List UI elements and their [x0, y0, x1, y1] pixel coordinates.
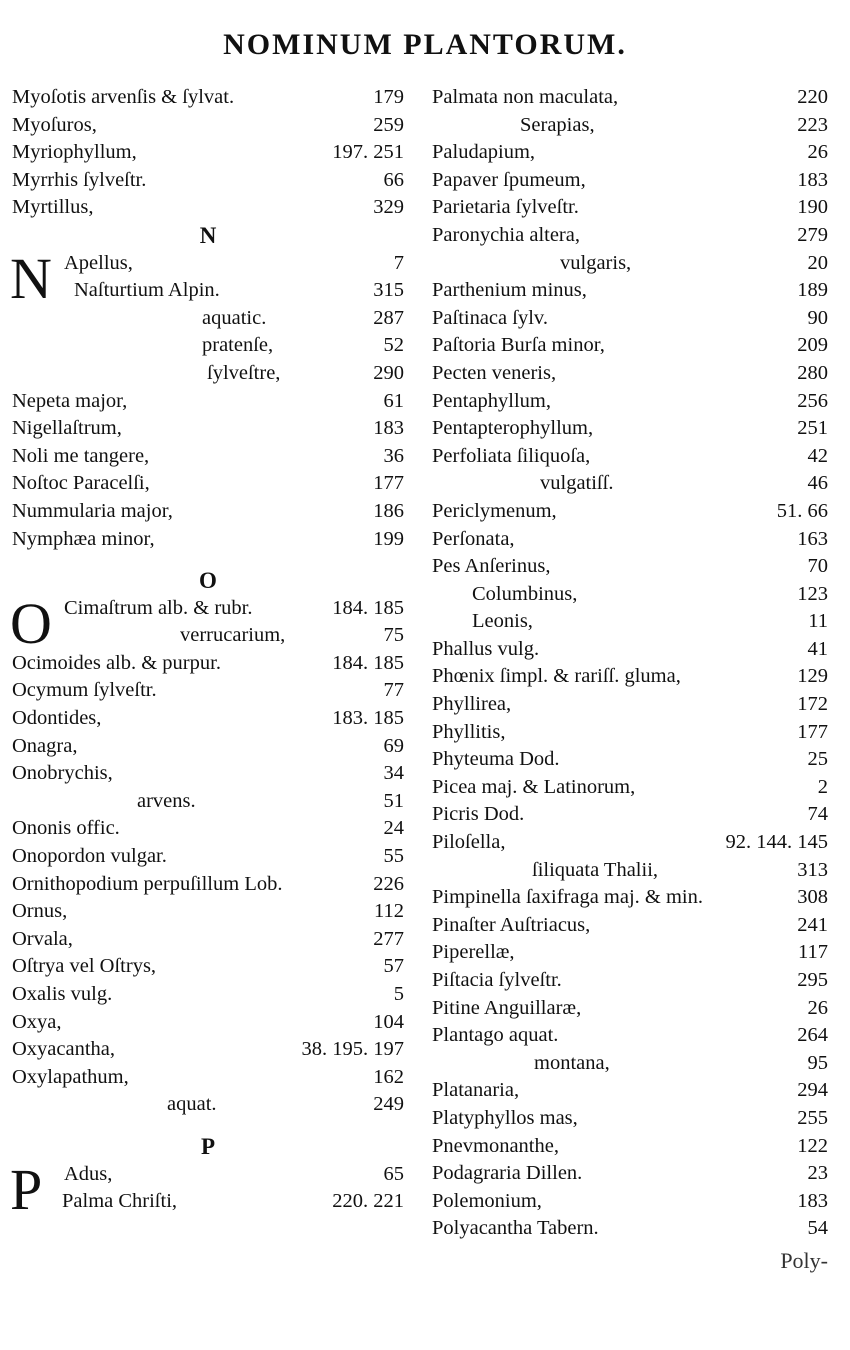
entry-page-numbers: 129: [797, 665, 828, 688]
entry-term: pratenſe,: [202, 334, 274, 357]
entry-term: Perſonata,: [432, 527, 515, 550]
entry-term: Adus,: [64, 1162, 113, 1185]
entry-term: Phyllitis,: [432, 720, 506, 743]
entry-term: Myoſotis arvenſis & ſylvat.: [12, 86, 235, 108]
index-entry: [12, 677, 404, 705]
entry-term: Ononis offic.: [12, 817, 120, 840]
index-entry: [432, 608, 828, 636]
entry-page-numbers: 74: [807, 803, 828, 826]
entry-term: verrucarium,: [180, 624, 286, 647]
entry-term: Ocymum ſylveſtr.: [12, 679, 157, 702]
entry-term: Polemonium,: [432, 1189, 542, 1212]
entry-page-numbers: 104: [373, 1010, 404, 1033]
index-entry: [432, 663, 828, 691]
index-entry: [12, 650, 404, 678]
index-entry: [432, 498, 828, 526]
index-entry: [432, 277, 828, 305]
index-entry: [12, 1036, 404, 1064]
index-entry: [12, 332, 404, 360]
index-entry: [12, 981, 404, 1009]
index-entry: [432, 553, 828, 581]
entry-page-numbers: 259: [373, 113, 404, 136]
entry-page-numbers: 117: [798, 941, 828, 964]
index-entry: [432, 746, 828, 774]
entry-page-numbers: 70: [807, 555, 828, 578]
index-entry: [12, 871, 404, 899]
index-entry: [432, 222, 828, 250]
drop-capital: O: [10, 590, 52, 656]
entry-page-numbers: 308: [797, 886, 828, 909]
index-entry: [432, 167, 828, 195]
entry-page-numbers: 23: [807, 1162, 828, 1185]
entry-term: ſiliquata Thalii,: [532, 858, 659, 881]
entry-term: Noſtoc Paracelſi,: [12, 472, 150, 495]
index-entry: [432, 305, 828, 333]
entry-page-numbers: 61: [383, 389, 404, 412]
entry-term: Platanaria,: [432, 1079, 520, 1102]
entry-page-numbers: 92. 144. 145: [725, 831, 828, 854]
entry-term: Pitine Anguillaræ,: [432, 996, 582, 1019]
entry-term: Nummularia major,: [12, 499, 173, 522]
index-entry: [12, 1064, 404, 1092]
entry-page-numbers: 290: [373, 361, 404, 384]
index-entry: [12, 277, 404, 305]
entry-term: Perfoliata ſiliquoſa,: [432, 444, 591, 467]
entry-term: Pes Anſerinus,: [432, 555, 551, 578]
index-entry: [12, 705, 404, 733]
entry-term: Oſtrya vel Oſtrys,: [12, 955, 157, 978]
entry-page-numbers: 179: [373, 86, 404, 108]
entry-term: Pnevmonanthe,: [432, 1134, 559, 1157]
entry-page-numbers: 313: [797, 858, 828, 881]
entry-term: Myrrhis ſylveſtr.: [12, 168, 147, 191]
entry-page-numbers: 77: [383, 679, 404, 702]
entry-page-numbers: 255: [797, 1106, 828, 1129]
index-entry: [12, 788, 404, 816]
entry-page-numbers: 264: [797, 1024, 828, 1047]
entry-term: Phyllirea,: [432, 693, 512, 716]
entry-term: Plantago aquat.: [432, 1024, 559, 1047]
entry-page-numbers: 294: [797, 1079, 828, 1102]
index-entry: [12, 815, 404, 843]
entry-page-numbers: 183: [373, 417, 404, 440]
entry-term: Odontides,: [12, 707, 102, 730]
entry-page-numbers: 279: [797, 223, 828, 246]
entry-page-numbers: 66: [383, 168, 404, 191]
index-entry: [432, 1215, 828, 1243]
index-entry: [432, 443, 828, 471]
entry-page-numbers: 220. 221: [332, 1190, 404, 1213]
index-entry: [432, 719, 828, 747]
entry-page-numbers: 190: [797, 196, 828, 219]
entry-page-numbers: 123: [797, 582, 828, 605]
entry-term: Piperellæ,: [432, 941, 515, 964]
entry-term: Nymphæa minor,: [12, 527, 155, 550]
index-entry: [12, 733, 404, 761]
index-entry: [432, 470, 828, 498]
entry-term: Phyteuma Dod.: [432, 748, 560, 771]
entry-term: Onopordon vulgar.: [12, 845, 167, 868]
entry-term: Platyphyllos mas,: [432, 1106, 578, 1129]
entry-term: Paſtinaca ſylv.: [432, 306, 548, 329]
index-entry: [432, 967, 828, 995]
entry-term: Papaver ſpumeum,: [432, 168, 586, 191]
entry-term: Oxalis vulg.: [12, 983, 113, 1005]
entry-page-numbers: 256: [797, 389, 828, 412]
entry-page-numbers: 183: [797, 1189, 828, 1212]
index-entry: [432, 581, 828, 609]
entry-page-numbers: 2: [817, 775, 828, 798]
entry-page-numbers: 241: [797, 913, 828, 936]
entry-term: Piloſella,: [432, 831, 506, 854]
entry-term: Columbinus,: [472, 582, 578, 605]
entry-page-numbers: 42: [807, 444, 828, 467]
index-entry: [432, 332, 828, 360]
entry-term: Orvala,: [12, 927, 73, 950]
entry-term: Myoſuros,: [12, 113, 97, 136]
index-entry: [432, 1022, 828, 1050]
index-entry: [432, 884, 828, 912]
entry-page-numbers: 277: [373, 927, 404, 950]
entry-page-numbers: 163: [797, 527, 828, 550]
entry-page-numbers: 7: [393, 251, 404, 274]
entry-term: Serapias,: [520, 113, 595, 136]
index-entry: [432, 1160, 828, 1188]
entry-term: Nigellaſtrum,: [12, 417, 122, 440]
entry-term: Nepeta major,: [12, 389, 128, 412]
index-entry: [432, 1133, 828, 1161]
entry-term: Picea maj. & Latinorum,: [432, 775, 636, 798]
entry-term: Ornus,: [12, 900, 68, 923]
index-entry: [12, 167, 404, 195]
entry-page-numbers: 95: [807, 1051, 828, 1074]
entry-page-numbers: 41: [807, 637, 828, 660]
index-entry: [12, 760, 404, 788]
index-entry: [432, 912, 828, 940]
entry-term: montana,: [534, 1051, 610, 1074]
section-letter-heading: P: [200, 1133, 216, 1159]
index-entry: [12, 498, 404, 526]
entry-term: Ornithopodium perpuſillum Lob.: [12, 872, 283, 895]
entry-page-numbers: 24: [383, 817, 404, 840]
index-entry: [432, 939, 828, 967]
entry-page-numbers: 5: [393, 983, 404, 1005]
entry-term: Naſturtium Alpin.: [74, 279, 220, 302]
entry-page-numbers: 38. 195. 197: [301, 1038, 404, 1061]
index-entry: [12, 443, 404, 471]
entry-page-numbers: 69: [383, 734, 404, 757]
entry-page-numbers: 315: [373, 279, 404, 302]
entry-page-numbers: 209: [797, 334, 828, 357]
entry-term: Paludapium,: [432, 141, 536, 164]
entry-term: Onagra,: [12, 734, 78, 757]
entry-term: Palmata non maculata,: [432, 86, 619, 108]
index-entry: [12, 415, 404, 443]
index-column-left: [10, 84, 404, 1222]
entry-term: Ocimoides alb. & purpur.: [12, 651, 221, 674]
spacer: [12, 1119, 404, 1133]
entry-page-numbers: 65: [383, 1162, 404, 1185]
entry-page-numbers: 186: [373, 499, 404, 522]
index-entry: [12, 139, 404, 167]
entry-term: Podagraria Dillen.: [432, 1162, 583, 1185]
index-entry: [432, 1050, 828, 1078]
entry-page-numbers: 52: [383, 334, 404, 357]
index-entry: [432, 801, 828, 829]
entry-term: Piſtacia ſylveſtr.: [432, 969, 562, 991]
index-entry: [432, 857, 828, 885]
index-entry: [12, 84, 404, 112]
entry-page-numbers: 90: [807, 306, 828, 329]
index-entry: [432, 774, 828, 802]
entry-term: Polyacantha Tabern.: [432, 1217, 599, 1240]
index-entry: [432, 139, 828, 167]
entry-page-numbers: 51. 66: [776, 499, 828, 522]
section-letter-heading: N: [199, 222, 217, 248]
index-entry: [12, 526, 404, 554]
entry-page-numbers: 25: [807, 748, 828, 771]
entry-term: Pentapterophyllum,: [432, 417, 594, 440]
entry-page-numbers: 26: [807, 996, 828, 1019]
index-entry: [12, 622, 404, 650]
entry-page-numbers: 251: [797, 417, 828, 440]
index-entry: [12, 953, 404, 981]
entry-page-numbers: 55: [383, 845, 404, 868]
entry-term: Oxyacantha,: [12, 1038, 116, 1061]
entry-page-numbers: 122: [797, 1134, 828, 1157]
index-entry: [432, 112, 828, 140]
entry-page-numbers: 112: [374, 900, 404, 923]
entry-page-numbers: 172: [797, 693, 828, 716]
index-entry: [432, 636, 828, 664]
index-entry: [12, 1091, 404, 1119]
entry-term: Pimpinella ſaxifraga maj. & min.: [432, 886, 703, 909]
drop-capital: P: [10, 1156, 43, 1222]
index-entry: [432, 526, 828, 554]
page-title: NOMINUM PLANTORUM.: [223, 28, 627, 61]
index-entry: [12, 305, 404, 333]
entry-page-numbers: 249: [373, 1093, 404, 1116]
index-entry: [432, 1077, 828, 1105]
spacer: [12, 553, 404, 567]
entry-term: Myriophyllum,: [12, 141, 137, 164]
entry-page-numbers: 295: [797, 969, 828, 991]
entry-page-numbers: 36: [383, 444, 404, 467]
entry-term: Phallus vulg.: [432, 637, 540, 660]
section-letter-heading: O: [199, 568, 217, 594]
entry-term: Apellus,: [64, 251, 133, 274]
entry-page-numbers: 226: [373, 872, 404, 895]
entry-page-numbers: 162: [373, 1065, 404, 1088]
index-entry: [432, 415, 828, 443]
index-entry: [12, 194, 404, 222]
index-entry: [12, 112, 404, 140]
entry-page-numbers: 189: [797, 279, 828, 302]
entry-term: Phœnix ſimpl. & rariſſ. gluma,: [432, 665, 681, 688]
entry-page-numbers: 26: [807, 141, 828, 164]
catchword: Poly-: [780, 1248, 828, 1273]
entry-term: Parthenium minus,: [432, 279, 587, 302]
entry-page-numbers: 11: [808, 610, 828, 633]
entry-term: vulgatiſſ.: [540, 472, 614, 495]
entry-term: vulgaris,: [560, 251, 632, 274]
index-entry: [12, 1009, 404, 1037]
index-entry: [432, 360, 828, 388]
index-entry: [12, 388, 404, 416]
index-entry: [12, 1188, 404, 1216]
entry-term: aquat.: [167, 1093, 217, 1116]
index-entry: [432, 250, 828, 278]
entry-term: ſylveſtre,: [207, 361, 281, 384]
entry-term: Oxylapathum,: [12, 1065, 129, 1088]
entry-term: Noli me tangere,: [12, 444, 150, 467]
entry-term: Parietaria ſylveſtr.: [432, 196, 579, 219]
entry-page-numbers: 184. 185: [332, 596, 404, 619]
entry-page-numbers: 75: [383, 624, 404, 647]
entry-term: Leonis,: [472, 610, 533, 633]
index-entry: [432, 1105, 828, 1133]
entry-term: Onobrychis,: [12, 762, 113, 785]
entry-term: Myrtillus,: [12, 196, 94, 219]
entry-term: Pecten veneris,: [432, 361, 557, 384]
entry-term: Periclymenum,: [432, 499, 557, 522]
index-entry: [432, 1188, 828, 1216]
index-entry: [12, 898, 404, 926]
index-column-right: [432, 84, 828, 1243]
entry-page-numbers: 54: [807, 1217, 828, 1240]
entry-page-numbers: 220: [797, 86, 828, 108]
index-entry: [432, 995, 828, 1023]
entry-term: aquatic.: [202, 306, 267, 329]
entry-page-numbers: 34: [383, 762, 404, 785]
entry-term: Picris Dod.: [432, 803, 525, 826]
entry-term: Paronychia altera,: [432, 223, 580, 246]
entry-page-numbers: 57: [383, 955, 404, 978]
index-entry: [12, 843, 404, 871]
entry-term: Oxya,: [12, 1010, 62, 1033]
entry-term: Palma Chriſti,: [62, 1190, 178, 1213]
index-entry: [432, 388, 828, 416]
entry-page-numbers: 184. 185: [332, 651, 404, 674]
entry-term: Pentaphyllum,: [432, 389, 552, 412]
entry-page-numbers: 183. 185: [332, 707, 404, 730]
entry-page-numbers: 287: [373, 306, 404, 329]
index-entry: [12, 360, 404, 388]
entry-page-numbers: 177: [797, 720, 828, 743]
entry-term: Pinaſter Auſtriacus,: [432, 913, 591, 936]
index-entry: [432, 194, 828, 222]
index-entry: [432, 691, 828, 719]
entry-page-numbers: 46: [807, 472, 828, 495]
index-entry: [12, 470, 404, 498]
entry-page-numbers: 199: [373, 527, 404, 550]
drop-capital: N: [10, 245, 52, 311]
entry-page-numbers: 280: [797, 361, 828, 384]
entry-term: arvens.: [137, 789, 196, 812]
index-entry: [12, 926, 404, 954]
entry-page-numbers: 51: [383, 789, 404, 812]
index-entry: [432, 84, 828, 112]
entry-page-numbers: 329: [373, 196, 404, 219]
entry-page-numbers: 20: [807, 251, 828, 274]
index-entry: [432, 829, 828, 857]
entry-term: Paſtoria Burſa minor,: [432, 334, 605, 357]
entry-page-numbers: 223: [797, 113, 828, 136]
entry-page-numbers: 177: [373, 472, 404, 495]
entry-page-numbers: 183: [797, 168, 828, 191]
entry-page-numbers: 197. 251: [332, 141, 404, 164]
entry-term: Cimaſtrum alb. & rubr.: [64, 596, 253, 619]
